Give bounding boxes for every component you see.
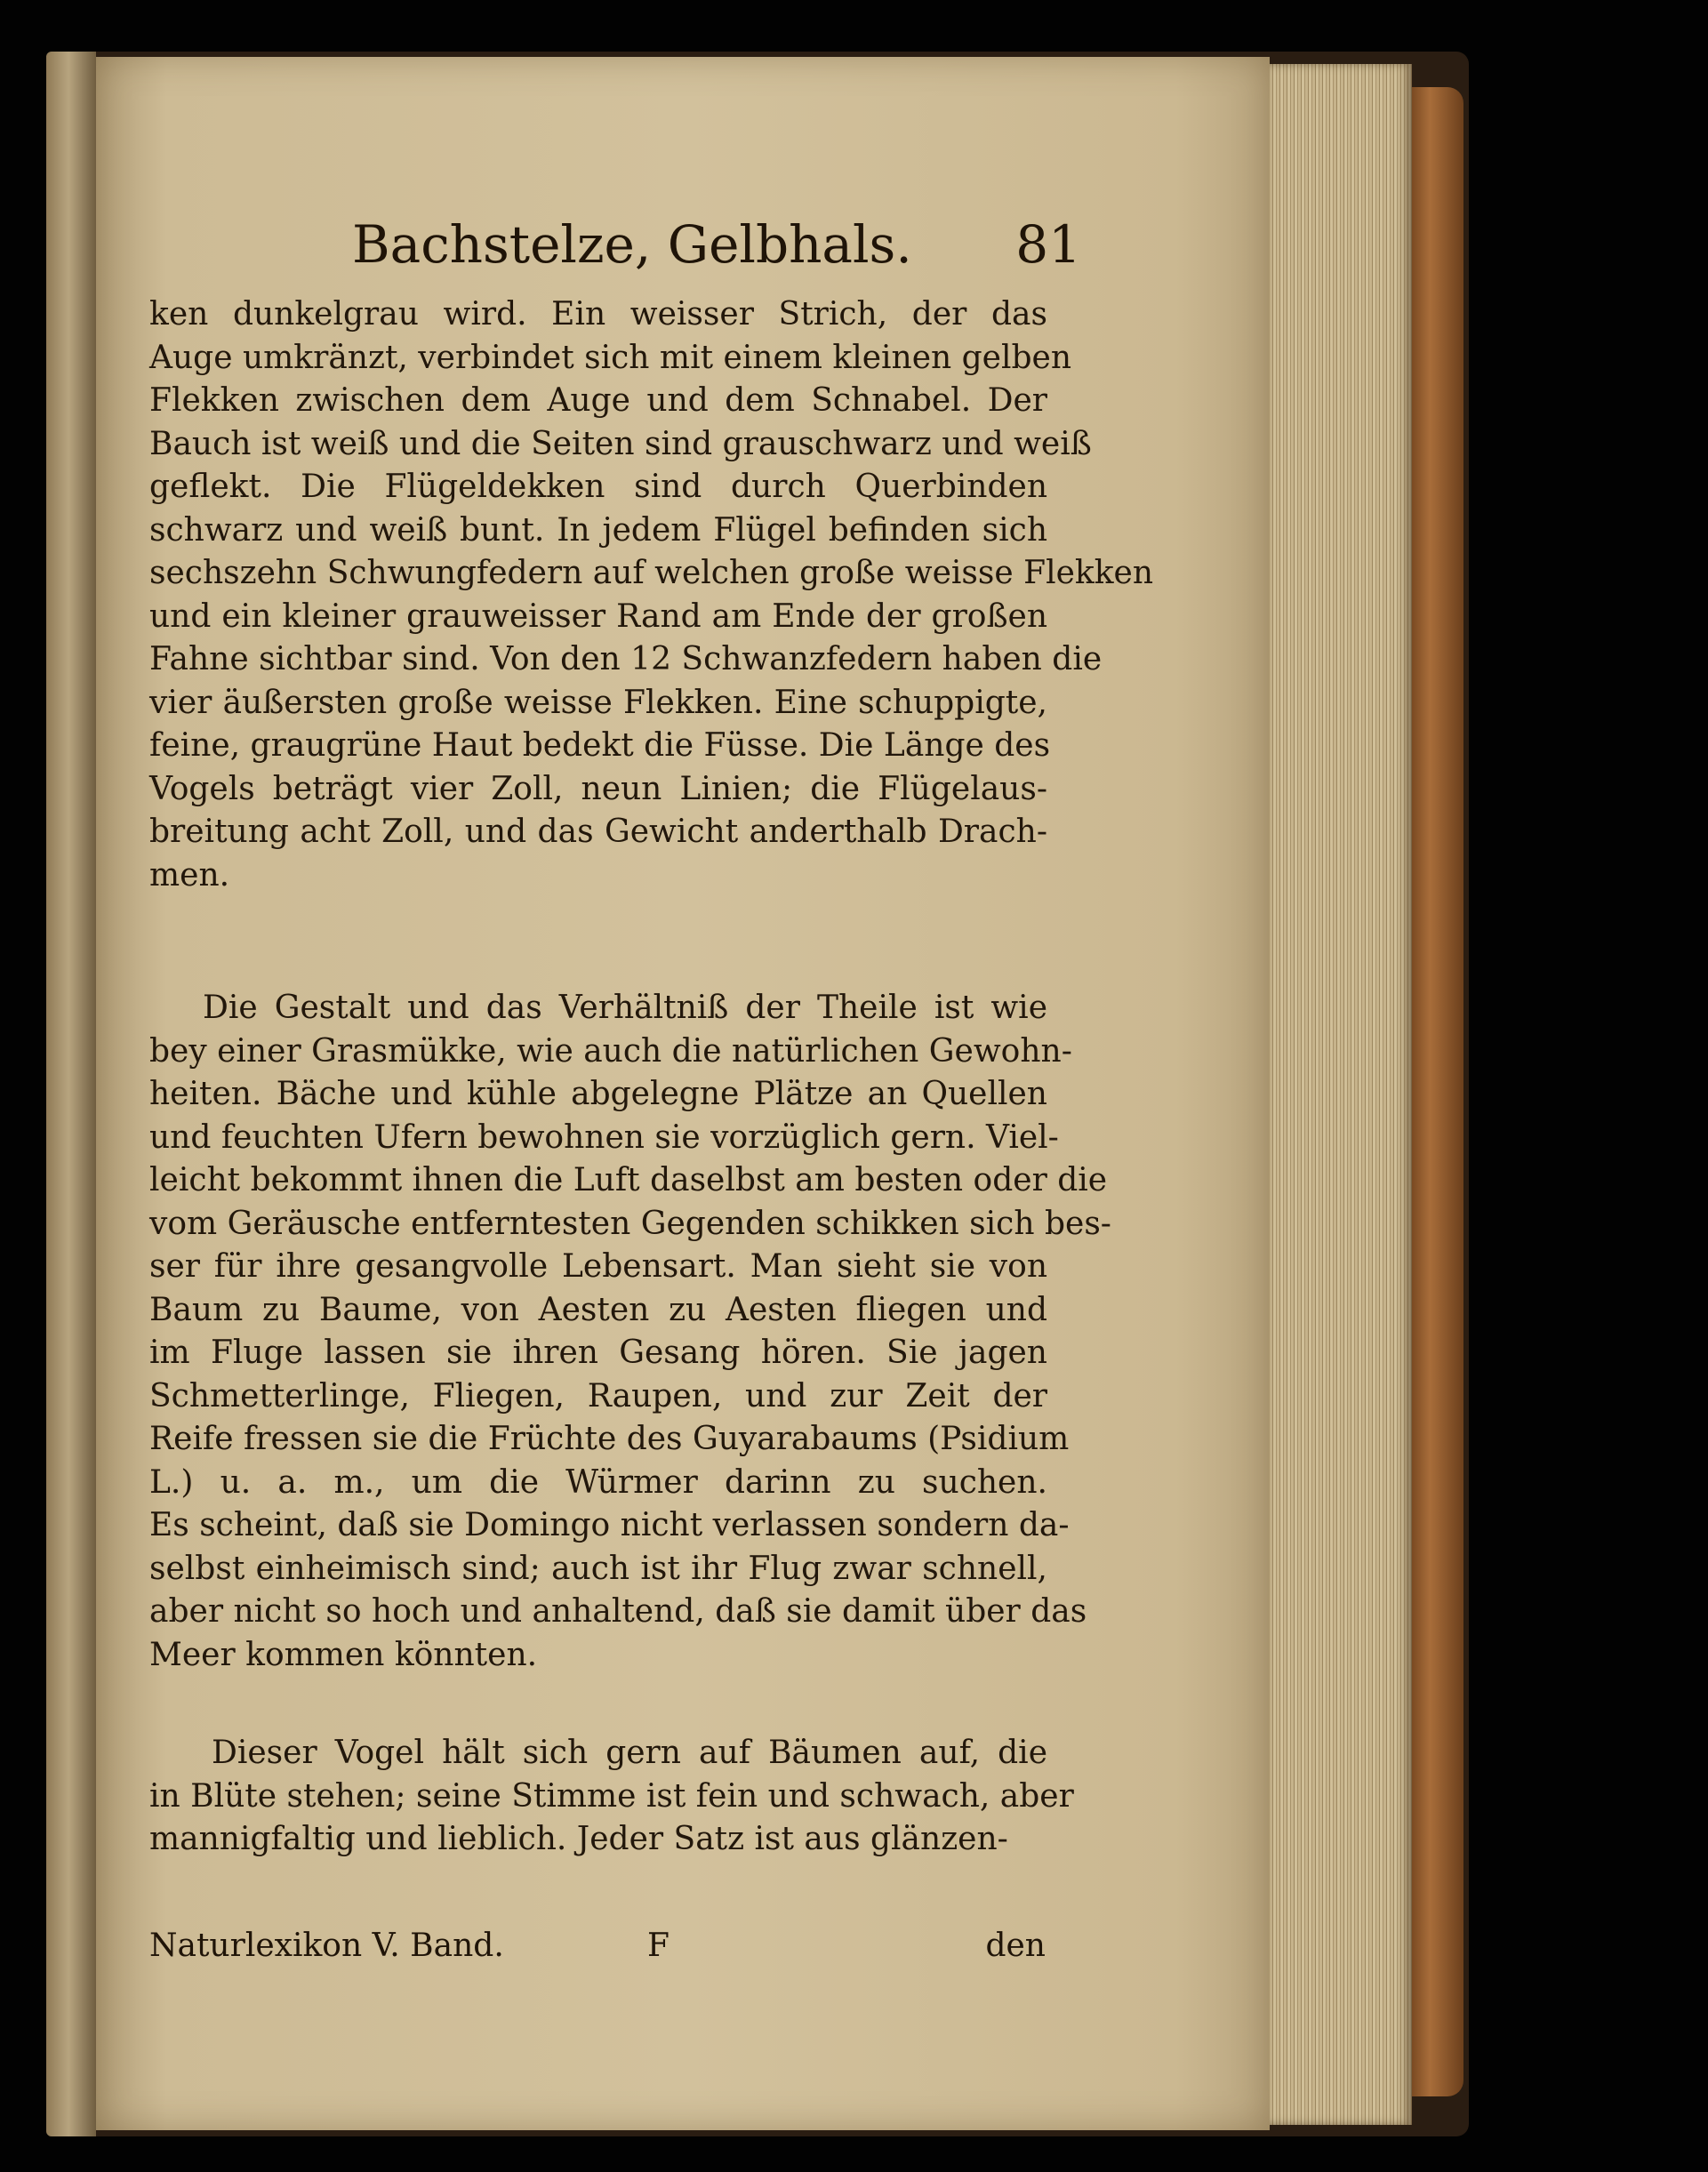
text-line: breitung acht Zoll, und das Gewicht anderthalb Drach- xyxy=(149,813,1047,850)
text-line: Baum zu Baume, von Aesten zu Aesten fliegen und xyxy=(149,1291,1047,1328)
text-line: Flekken zwischen dem Auge und dem Schnabel. Der xyxy=(149,382,1047,419)
text-line: aber nicht so hoch und anhaltend, daß sie damit über das xyxy=(149,1593,1087,1630)
text-line: ser für ihre gesangvolle Lebensart. Man sieht sie von xyxy=(149,1248,1047,1285)
text-line: Die Gestalt und das Verhältniß der Theile ist wie xyxy=(203,990,1047,1026)
text-line: Fahne sichtbar sind. Von den 12 Schwanzfedern haben die xyxy=(149,641,1103,677)
running-head-title: Bachstelze, Gelbhals. xyxy=(352,214,912,275)
paragraph-3 xyxy=(149,1732,1074,1862)
page-number: 81 xyxy=(1015,214,1081,275)
text-line: und ein kleiner grauweisser Rand am Ende der großen xyxy=(149,597,1047,635)
catchword: den xyxy=(985,1928,1046,1964)
text-line: ken dunkelgrau wird. Ein weisser Strich, der das xyxy=(149,296,1047,333)
text-line: leicht bekommt ihnen die Luft daselbst am besten oder die xyxy=(149,1162,1108,1198)
book-cover-edge xyxy=(1412,87,1463,2096)
text-line: Reife fressen sie die Früchte des Guyarabaums (Psidium xyxy=(149,1421,1070,1457)
text-line: sechszehn Schwungfedern auf welchen große weisse Flekken xyxy=(149,555,1154,591)
text-line: Schmetterlinge, Fliegen, Raupen, und zur Zeit der xyxy=(149,1377,1047,1415)
text-line: Bauch ist weiß und die Seiten sind grauschwarz und weiß xyxy=(149,425,1092,462)
text-line: Meer kommen könnten. xyxy=(149,1636,538,1673)
paragraph-1 xyxy=(149,293,1154,897)
text-line: mannigfaltig und lieblich. Jeder Satz ist aus glänzen- xyxy=(149,1821,1008,1857)
text-line: Dieser Vogel hält sich gern auf Bäumen auf, die xyxy=(212,1735,1047,1771)
page-footer xyxy=(149,1924,1046,1968)
facing-page-edge xyxy=(46,52,96,2136)
text-line: L.) u. a. m., um die Würmer darinn zu suchen. xyxy=(149,1463,1047,1501)
running-head xyxy=(352,213,1081,276)
text-line: in Blüte stehen; seine Stimme ist fein und schwach, aber xyxy=(149,1777,1074,1815)
sheet-mark: F xyxy=(647,1928,670,1964)
text-line: und feuchten Ufern bewohnen sie vorzüglich gern. Viel- xyxy=(149,1118,1059,1156)
text-line: Auge umkränzt, verbindet sich mit einem kleinen gelben xyxy=(149,339,1072,376)
text-line: vom Geräusche entferntesten Gegenden schikken sich bes- xyxy=(149,1205,1111,1242)
text-line: men. xyxy=(149,856,230,894)
text-line: im Fluge lassen sie ihren Gesang hören. Sie jagen xyxy=(149,1334,1047,1371)
signature-line: Naturlexikon V. Band. xyxy=(149,1928,504,1964)
page-edges xyxy=(1270,64,1412,2125)
text-line: Es scheint, daß sie Domingo nicht verlassen sondern da- xyxy=(149,1507,1070,1543)
text-line: feine, graugrüne Haut bedekt die Füsse. Die Länge des xyxy=(149,727,1051,764)
text-line: schwarz und weiß bunt. In jedem Flügel befinden sich xyxy=(149,511,1047,549)
text-line: bey einer Grasmükke, wie auch die natürlichen Gewohn- xyxy=(149,1032,1072,1070)
paragraph-2 xyxy=(149,987,1111,1677)
text-line: geflekt. Die Flügeldekken sind durch Querbinden xyxy=(149,469,1047,505)
text-line: Vogels beträgt vier Zoll, neun Linien; die Flügelaus- xyxy=(149,770,1047,807)
text-line: heiten. Bäche und kühle abgelegne Plätze an Quellen xyxy=(149,1076,1047,1112)
text-line: selbst einheimisch sind; auch ist ihr Flug zwar schnell, xyxy=(149,1550,1047,1587)
text-line: vier äußersten große weisse Flekken. Eine schuppigte, xyxy=(149,684,1047,721)
